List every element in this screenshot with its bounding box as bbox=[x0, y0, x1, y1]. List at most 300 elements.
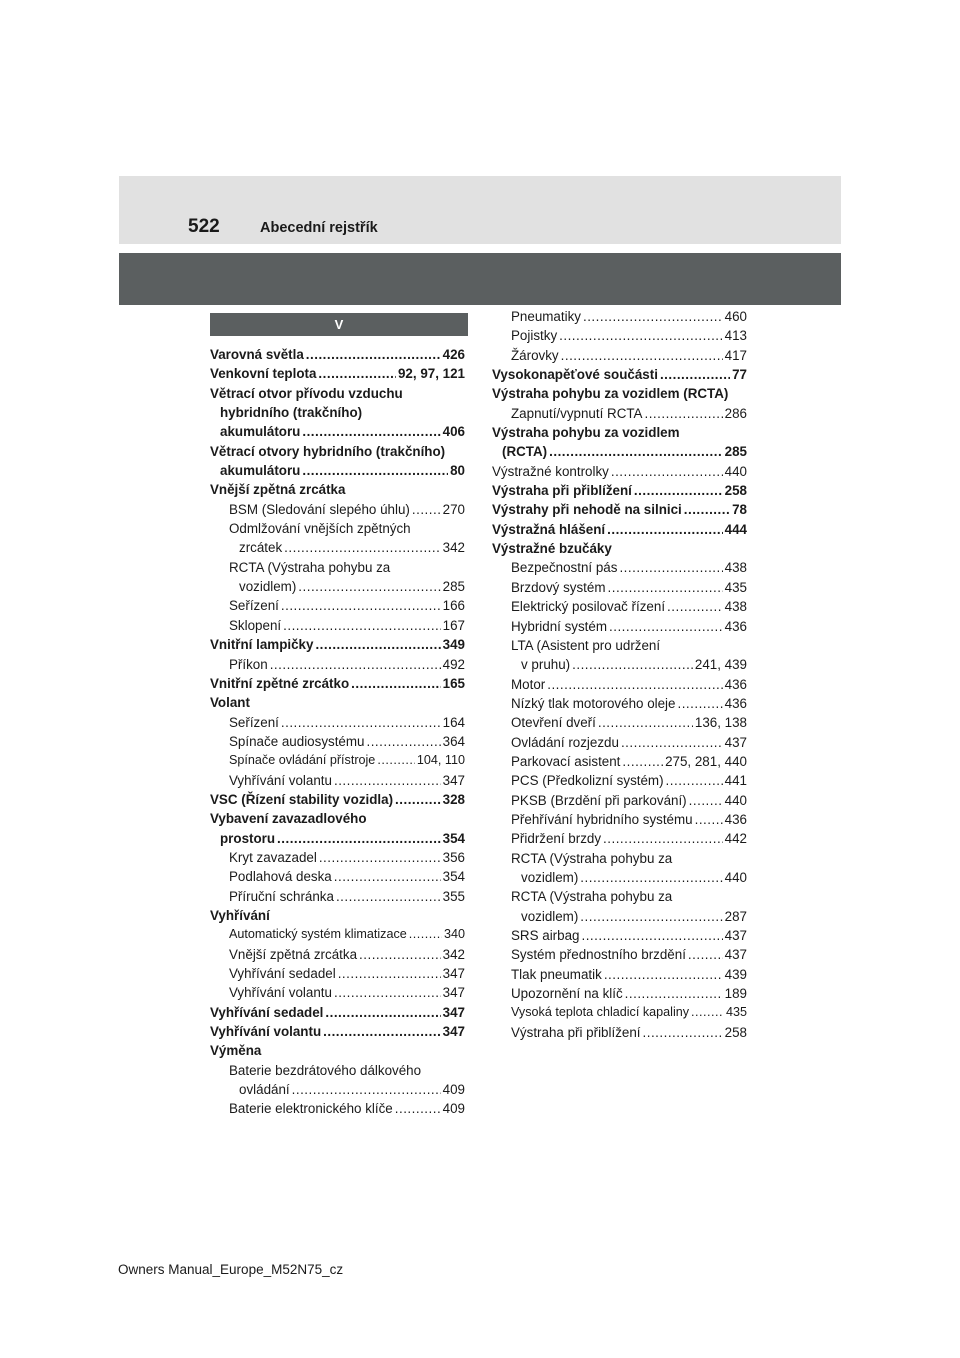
index-entry-line bbox=[229, 616, 465, 635]
index-entry-line bbox=[511, 617, 747, 636]
dot-leader bbox=[336, 887, 441, 906]
index-entry bbox=[492, 597, 747, 616]
index-entry-page: 286 bbox=[724, 405, 747, 421]
index-entry bbox=[210, 364, 465, 383]
index-entry-line bbox=[511, 713, 747, 732]
index-entry bbox=[210, 635, 465, 654]
index-entry-line bbox=[492, 365, 747, 384]
dot-leader bbox=[619, 558, 722, 577]
index-entry-text: akumulátoru bbox=[220, 463, 301, 479]
index-entry-line bbox=[229, 538, 465, 557]
dot-leader bbox=[621, 733, 723, 752]
index-entry-line bbox=[210, 674, 465, 693]
index-entry-page: 354 bbox=[442, 869, 465, 885]
index-entry-page: 436 bbox=[724, 695, 747, 711]
index-entry-line bbox=[511, 597, 747, 616]
index-entry-page: 426 bbox=[442, 347, 465, 362]
index-entry-text: Vyhřívání sedadel bbox=[210, 1004, 324, 1020]
index-entry-line bbox=[511, 733, 747, 752]
index-entry-line bbox=[492, 462, 747, 481]
index-entry-text: Baterie elektronického klíče bbox=[229, 1101, 393, 1117]
dot-leader bbox=[302, 461, 448, 480]
index-entry-page: 347 bbox=[442, 1004, 465, 1020]
index-entry bbox=[210, 480, 465, 499]
index-entry-page: 287 bbox=[724, 908, 747, 924]
index-entry-line bbox=[511, 887, 747, 906]
index-entry-text: RCTA (Výstraha pohybu za bbox=[229, 559, 391, 575]
dot-leader bbox=[351, 674, 441, 693]
index-entry-line bbox=[229, 771, 465, 790]
index-entry bbox=[492, 307, 747, 326]
dot-leader bbox=[607, 520, 723, 539]
dot-leader bbox=[691, 1003, 724, 1022]
index-entry-text: Tlak pneumatik bbox=[511, 966, 602, 982]
index-entry-line bbox=[511, 868, 747, 887]
index-entry-page: 275, 281, 440 bbox=[665, 753, 747, 769]
index-entry-text: SRS airbag bbox=[511, 928, 580, 943]
index-entry-page: 437 bbox=[724, 734, 747, 750]
index-entry-text: Podlahová deska bbox=[229, 869, 332, 885]
index-entry-page: 460 bbox=[724, 309, 747, 324]
dot-leader bbox=[580, 868, 722, 887]
index-entry-page: 435 bbox=[725, 1005, 747, 1020]
dot-leader bbox=[684, 500, 730, 519]
index-entry-page: 165 bbox=[442, 675, 465, 691]
index-entry bbox=[210, 1099, 465, 1118]
index-entry-page: 354 bbox=[442, 830, 465, 846]
index-entry-text: vozidlem) bbox=[521, 869, 579, 885]
dot-leader bbox=[281, 713, 441, 732]
index-entry-line bbox=[210, 480, 465, 499]
index-entry-text: Sklopení bbox=[229, 617, 282, 633]
index-entry-line bbox=[511, 849, 747, 868]
index-entry-text: Výstražná hlášení bbox=[492, 521, 606, 537]
dot-leader bbox=[306, 345, 441, 364]
index-entry-page: 364 bbox=[442, 733, 465, 749]
index-entry-text: Brzdový systém bbox=[511, 579, 606, 595]
index-entry bbox=[492, 500, 747, 519]
index-entry-page: 347 bbox=[442, 1024, 465, 1040]
index-entry-line bbox=[210, 461, 465, 480]
index-entry-line bbox=[229, 983, 465, 1002]
index-entry-line bbox=[229, 945, 465, 964]
index-entry-page: 166 bbox=[442, 598, 465, 614]
index-entry-line bbox=[229, 596, 465, 615]
index-entry-text: Bezpečnostní pás bbox=[511, 560, 618, 576]
index-entry-line bbox=[229, 655, 465, 674]
index-entry-line bbox=[511, 326, 747, 345]
index-entry-text: Vnější zpětná zrcátka bbox=[229, 946, 358, 962]
index-entry bbox=[210, 693, 465, 712]
index-entry-line bbox=[229, 1061, 465, 1080]
dot-leader bbox=[625, 984, 723, 1003]
index-entry-page: 328 bbox=[442, 791, 465, 807]
index-entry bbox=[210, 867, 465, 886]
index-entry-page: 435 bbox=[724, 579, 747, 595]
index-entry bbox=[492, 984, 747, 1003]
dot-leader bbox=[334, 771, 441, 790]
index-entry bbox=[210, 596, 465, 615]
index-entry-line bbox=[229, 848, 465, 867]
index-entry-text: Větrací otvory hybridního (trakčního) bbox=[210, 443, 446, 459]
dot-leader bbox=[677, 694, 722, 713]
index-entry-text: Příkon bbox=[229, 656, 268, 672]
index-entry-text: zrcátek bbox=[239, 540, 283, 556]
index-entry bbox=[210, 771, 465, 790]
index-entry-line bbox=[210, 364, 465, 383]
index-entry-page: 104, 110 bbox=[416, 753, 465, 768]
dot-leader bbox=[359, 945, 441, 964]
index-entry-page: 436 bbox=[724, 618, 747, 634]
index-entry-page: 355 bbox=[442, 888, 465, 904]
index-entry-text: Výměna bbox=[210, 1043, 262, 1059]
dot-leader bbox=[689, 791, 723, 810]
index-column-left bbox=[210, 345, 465, 1119]
index-entry bbox=[492, 713, 747, 732]
index-entry-text: Automatický systém klimatizace bbox=[229, 927, 407, 942]
index-entry-line bbox=[210, 829, 465, 848]
index-entry-line bbox=[511, 558, 747, 577]
dot-leader bbox=[315, 635, 440, 654]
dot-leader bbox=[318, 364, 396, 383]
index-entry bbox=[492, 926, 747, 945]
index-entry-text: Seřízení bbox=[229, 598, 279, 614]
index-entry bbox=[210, 442, 465, 481]
dot-leader bbox=[377, 751, 415, 770]
index-entry bbox=[492, 887, 747, 926]
index-entry-line bbox=[511, 1003, 747, 1022]
index-entry-text: Odmlžování vnějších zpětných bbox=[229, 521, 411, 537]
dot-leader bbox=[559, 326, 723, 345]
index-entry-page: 409 bbox=[442, 1101, 465, 1117]
index-entry-text: Vysokonapěťové součásti bbox=[492, 367, 658, 383]
index-entry-page: 440 bbox=[724, 869, 747, 885]
index-entry bbox=[492, 849, 747, 888]
dot-leader bbox=[644, 404, 722, 423]
index-entry-text: Vybavení zavazadlového bbox=[210, 811, 367, 827]
index-entry-text: Nízký tlak motorového oleje bbox=[511, 695, 676, 711]
index-entry bbox=[492, 384, 747, 403]
index-entry bbox=[492, 733, 747, 752]
index-entry-line bbox=[229, 732, 465, 751]
dot-leader bbox=[622, 752, 663, 771]
index-entry-text: vozidlem) bbox=[521, 908, 579, 924]
index-entry bbox=[210, 983, 465, 1002]
index-entry-text: Ovládání rozjezdu bbox=[511, 734, 619, 750]
index-entry-text: Vysoká teplota chladicí kapaliny bbox=[511, 1005, 690, 1020]
index-entry-page: 437 bbox=[724, 928, 747, 943]
index-entry-text: prostoru bbox=[220, 830, 276, 846]
index-entry-line bbox=[492, 539, 747, 558]
index-entry-line bbox=[210, 1003, 465, 1022]
index-entry-text: vozidlem) bbox=[239, 579, 297, 595]
index-entry-line bbox=[210, 345, 465, 364]
index-entry-line bbox=[492, 423, 747, 442]
index-entry-text: Výstraha pohybu za vozidlem (RCTA) bbox=[492, 386, 729, 402]
index-entry-text: Větrací otvor přívodu vzduchu bbox=[210, 385, 403, 401]
index-entry-text: PKSB (Brzdění při parkování) bbox=[511, 792, 687, 808]
index-entry-line bbox=[511, 307, 747, 326]
dot-leader bbox=[409, 925, 442, 944]
index-entry-page: 77 bbox=[732, 367, 747, 383]
dot-leader bbox=[325, 1003, 440, 1022]
index-entry-line bbox=[229, 925, 465, 944]
index-entry-text: Výstraha při přiblížení bbox=[492, 483, 632, 499]
dot-leader bbox=[549, 442, 723, 461]
index-entry-text: ovládání bbox=[239, 1082, 290, 1098]
index-entry-page: 78 bbox=[732, 502, 747, 518]
index-entry-line bbox=[492, 520, 747, 539]
dot-leader bbox=[292, 1080, 441, 1099]
index-entry bbox=[492, 810, 747, 829]
index-entry-text: Hybridní systém bbox=[511, 618, 607, 634]
dot-leader bbox=[666, 771, 723, 790]
index-entry-text: Výstraha při přiblížení bbox=[511, 1024, 641, 1040]
dot-leader bbox=[583, 307, 723, 326]
index-entry-text: Vnější zpětná zrcátka bbox=[210, 482, 346, 498]
index-entry-page: 436 bbox=[724, 811, 747, 827]
index-entry bbox=[492, 965, 747, 984]
dot-leader bbox=[547, 675, 722, 694]
dot-leader bbox=[338, 964, 441, 983]
index-entry-page: 409 bbox=[442, 1082, 465, 1098]
dot-leader bbox=[581, 926, 722, 945]
index-entry bbox=[492, 636, 747, 675]
dot-leader bbox=[580, 907, 722, 926]
index-entry-text: Vyhřívání volantu bbox=[229, 985, 332, 1001]
dot-leader bbox=[283, 616, 441, 635]
index-entry-line bbox=[229, 558, 465, 577]
index-entry-line bbox=[511, 945, 747, 964]
index-entry-text: akumulátoru bbox=[220, 424, 301, 440]
index-entry bbox=[492, 945, 747, 964]
index-entry bbox=[210, 655, 465, 674]
index-entry-line bbox=[511, 984, 747, 1003]
index-entry-line bbox=[229, 867, 465, 886]
index-entry bbox=[492, 481, 747, 500]
index-entry-page: 492 bbox=[442, 656, 465, 672]
index-entry-text: Pneumatiky bbox=[511, 309, 581, 324]
index-entry-page: 164 bbox=[442, 714, 465, 730]
index-entry-line bbox=[229, 713, 465, 732]
section-title: Abecední rejstřík bbox=[260, 220, 378, 236]
index-entry-page: 438 bbox=[724, 560, 747, 576]
index-entry bbox=[492, 404, 747, 423]
index-entry-page: 437 bbox=[724, 947, 747, 963]
dot-leader bbox=[598, 713, 693, 732]
index-entry bbox=[492, 423, 747, 462]
index-entry bbox=[492, 1023, 747, 1042]
index-entry-line bbox=[210, 790, 465, 809]
dot-leader bbox=[323, 1022, 441, 1041]
index-entry-line bbox=[511, 810, 747, 829]
index-entry bbox=[492, 539, 747, 558]
index-entry bbox=[492, 829, 747, 848]
index-entry-line bbox=[229, 577, 465, 596]
dot-leader bbox=[643, 1023, 723, 1042]
dot-leader bbox=[667, 597, 723, 616]
index-entry-page: 167 bbox=[442, 617, 465, 633]
index-entry bbox=[210, 809, 465, 848]
index-entry bbox=[492, 520, 747, 539]
index-entry-text: Baterie bezdrátového dálkového bbox=[229, 1062, 422, 1078]
index-entry-text: Výstrahy při nehodě na silnici bbox=[492, 502, 682, 518]
dot-leader bbox=[284, 538, 440, 557]
index-entry-line bbox=[210, 635, 465, 654]
index-entry-text: (RCTA) bbox=[502, 444, 548, 460]
index-entry-text: PCS (Předkolizní systém) bbox=[511, 773, 664, 789]
dot-leader bbox=[688, 945, 723, 964]
index-entry-page: 136, 138 bbox=[694, 715, 747, 731]
index-entry bbox=[492, 675, 747, 694]
index-entry-line bbox=[210, 693, 465, 712]
index-entry bbox=[210, 1003, 465, 1022]
index-entry-text: Volant bbox=[210, 695, 250, 711]
dot-leader bbox=[604, 965, 723, 984]
index-entry-line bbox=[492, 442, 747, 461]
index-entry-line bbox=[229, 500, 465, 519]
index-entry bbox=[492, 462, 747, 481]
index-entry-page: 347 bbox=[442, 966, 465, 981]
dot-leader bbox=[395, 790, 441, 809]
index-entry bbox=[492, 346, 747, 365]
index-entry bbox=[210, 790, 465, 809]
index-entry-page: 80 bbox=[450, 463, 465, 479]
dot-leader bbox=[270, 655, 441, 674]
index-entry-text: Přehřívání hybridního systému bbox=[511, 811, 693, 827]
index-entry-line bbox=[229, 751, 465, 770]
index-entry-page: 436 bbox=[724, 676, 747, 692]
index-entry-line bbox=[511, 965, 747, 984]
index-entry-line bbox=[511, 675, 747, 694]
index-entry-page: 438 bbox=[724, 599, 747, 615]
index-entry-text: Systém přednostního brzdění bbox=[511, 947, 686, 963]
dot-leader bbox=[395, 1099, 441, 1118]
index-entry-text: BSM (Sledování slepého úhlu) bbox=[229, 501, 410, 517]
index-entry-page: 285 bbox=[442, 579, 465, 595]
index-entry-page: 440 bbox=[724, 463, 747, 479]
index-entry bbox=[210, 1022, 465, 1041]
header-top-band bbox=[119, 176, 841, 244]
dot-leader bbox=[608, 578, 723, 597]
index-entry-line bbox=[229, 1080, 465, 1099]
index-entry bbox=[210, 1041, 465, 1060]
index-entry-text: hybridního (trakčního) bbox=[220, 405, 363, 421]
dot-leader bbox=[603, 829, 723, 848]
dot-leader bbox=[609, 617, 723, 636]
index-entry bbox=[210, 519, 465, 558]
dot-leader bbox=[412, 500, 441, 519]
index-entry-line bbox=[210, 422, 465, 441]
index-entry-page: 347 bbox=[442, 772, 465, 788]
index-entry bbox=[210, 616, 465, 635]
index-entry bbox=[210, 945, 465, 964]
dot-leader bbox=[366, 732, 440, 751]
index-entry-page: 285 bbox=[724, 444, 747, 460]
dot-leader bbox=[334, 867, 441, 886]
index-entry-page: 444 bbox=[724, 521, 747, 537]
index-entry-text: LTA (Asistent pro udržení bbox=[511, 637, 661, 653]
index-entry-page: 340 bbox=[443, 927, 465, 942]
index-entry-text: Výstraha pohybu za vozidlem bbox=[492, 425, 680, 441]
index-entry-page: 349 bbox=[442, 637, 465, 653]
index-entry bbox=[492, 771, 747, 790]
index-entry-text: Motor bbox=[511, 676, 546, 692]
index-entry-line bbox=[210, 1022, 465, 1041]
index-entry-text: Elektrický posilovač řízení bbox=[511, 599, 666, 615]
index-entry-page: 347 bbox=[442, 985, 465, 1001]
index-entry-text: Příruční schránka bbox=[229, 888, 334, 904]
dot-leader bbox=[572, 655, 693, 674]
index-entry-line bbox=[511, 752, 747, 771]
dot-leader bbox=[660, 365, 730, 384]
index-column-right bbox=[492, 307, 747, 1042]
index-entry-page: 356 bbox=[442, 849, 465, 865]
index-entry-text: Vyhřívání sedadel bbox=[229, 966, 336, 981]
index-entry-line bbox=[511, 655, 747, 674]
index-entry-page: 413 bbox=[724, 328, 747, 344]
index-entry-page: 406 bbox=[442, 424, 465, 440]
index-entry bbox=[492, 1003, 747, 1022]
index-entry bbox=[210, 345, 465, 364]
index-entry-text: Vyhřívání volantu bbox=[229, 772, 332, 788]
index-entry-line bbox=[511, 907, 747, 926]
index-entry bbox=[210, 674, 465, 693]
index-entry-text: Otevření dveří bbox=[511, 715, 596, 731]
index-entry-text: Upozornění na klíč bbox=[511, 986, 623, 1002]
dot-leader bbox=[319, 848, 441, 867]
index-entry-page: 258 bbox=[724, 1024, 747, 1040]
index-entry bbox=[210, 906, 465, 925]
index-entry-line bbox=[492, 500, 747, 519]
index-entry-line bbox=[511, 829, 747, 848]
index-entry-page: 258 bbox=[724, 483, 747, 499]
index-entry bbox=[492, 791, 747, 810]
index-entry-page: 417 bbox=[724, 347, 747, 363]
index-entry bbox=[492, 694, 747, 713]
index-entry bbox=[210, 925, 465, 944]
index-entry-text: Výstražné bzučáky bbox=[492, 541, 612, 557]
index-entry-text: RCTA (Výstraha pohybu za bbox=[511, 850, 673, 866]
index-entry bbox=[210, 713, 465, 732]
index-entry-page: 441 bbox=[724, 773, 747, 789]
index-entry-text: Žárovky bbox=[511, 347, 559, 363]
index-entry-text: Zapnutí/vypnutí RCTA bbox=[511, 405, 643, 421]
index-entry bbox=[210, 1061, 465, 1100]
index-entry-line bbox=[511, 1023, 747, 1042]
index-entry-text: Přidržení brzdy bbox=[511, 831, 602, 847]
index-entry-line bbox=[511, 791, 747, 810]
index-entry-page: 270 bbox=[442, 501, 465, 517]
index-entry-text: Spínače audiosystému bbox=[229, 733, 365, 749]
index-entry-page: 189 bbox=[724, 986, 747, 1002]
index-entry-line bbox=[210, 403, 465, 422]
index-entry-page: 442 bbox=[724, 831, 747, 847]
index-entry-line bbox=[511, 771, 747, 790]
index-entry-line bbox=[492, 481, 747, 500]
index-entry bbox=[210, 500, 465, 519]
index-entry-line bbox=[229, 1099, 465, 1118]
index-entry-text: Vyhřívání bbox=[210, 907, 270, 923]
dot-leader bbox=[611, 462, 723, 481]
index-entry bbox=[492, 617, 747, 636]
index-entry bbox=[492, 558, 747, 577]
index-entry-page: 440 bbox=[724, 792, 747, 808]
index-entry-line bbox=[210, 906, 465, 925]
index-entry-text: VSC (Řízení stability vozidla) bbox=[210, 791, 394, 807]
index-entry bbox=[492, 578, 747, 597]
index-entry bbox=[210, 848, 465, 867]
